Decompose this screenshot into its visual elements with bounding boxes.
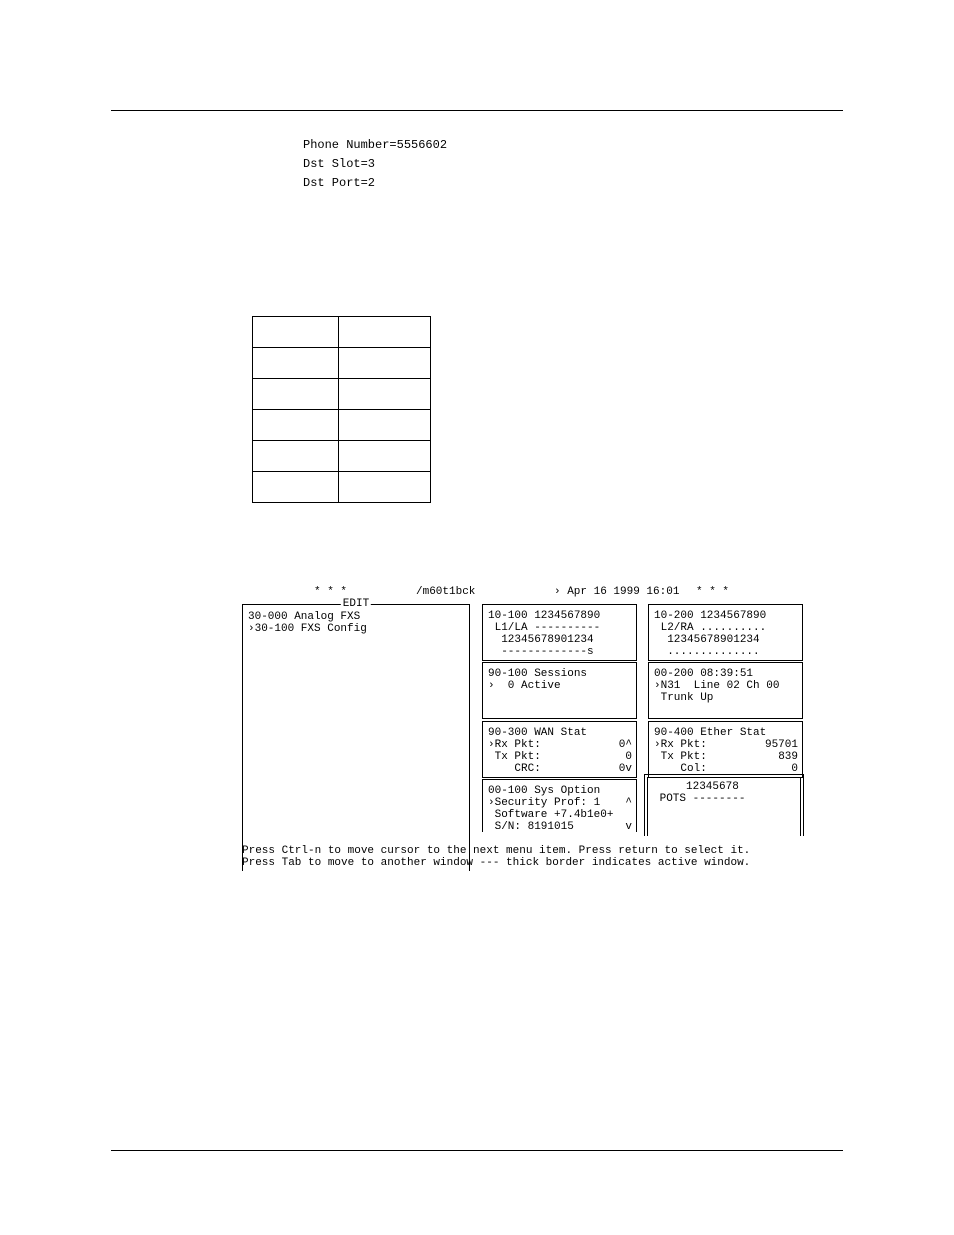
table-row — [253, 317, 431, 348]
table-cell — [253, 410, 339, 441]
sys-option-window[interactable] — [482, 779, 637, 832]
stat-value: 839 — [778, 751, 798, 763]
window-title: 00-100 Sys Option — [488, 785, 601, 797]
unit-path: /m60t1bck — [416, 586, 476, 598]
table-row — [253, 410, 431, 441]
window-line: 12345678901234 — [488, 634, 594, 646]
table-cell — [253, 472, 339, 503]
window-line: L2/RA .......... — [654, 622, 767, 634]
window-title: 90-300 WAN Stat — [488, 727, 588, 739]
window-line: POTS -------- — [653, 793, 746, 805]
table-cell — [253, 348, 339, 379]
stat-value: 0 — [625, 751, 632, 763]
help-line-2: Press Tab to move to another window --- thick border indicates active window. — [242, 857, 751, 869]
table-cell — [339, 410, 431, 441]
window-title: 90-400 Ether Stat — [654, 727, 767, 739]
table-cell — [339, 317, 431, 348]
table-cell — [253, 379, 339, 410]
window-line: ›N31 Line 02 Ch 00 — [654, 680, 780, 692]
blank-table — [252, 316, 431, 503]
table-cell — [339, 379, 431, 410]
window-line: 90-100 Sessions — [488, 668, 588, 680]
table-cell — [253, 317, 339, 348]
menu-item-fxs-config[interactable]: ›30-100 FXS Config — [248, 623, 367, 635]
code-line: Dst Port=2 — [303, 176, 376, 190]
ether-stat-window[interactable] — [648, 721, 803, 778]
option-label: S/N: 8191015 — [488, 821, 574, 833]
scroll-down-indicator: v — [625, 821, 632, 833]
stat-label: ›Rx Pkt: — [488, 739, 541, 751]
wan-stat-window[interactable] — [482, 721, 637, 778]
window-line: 10-200 1234567890 — [654, 610, 767, 622]
date-time: › Apr 16 1999 16:01 — [554, 586, 680, 598]
help-line-1: Press Ctrl-n to move cursor to the next menu item. Press return to select it. — [242, 845, 751, 857]
table-row — [253, 472, 431, 503]
window-line: › 0 Active — [488, 680, 561, 692]
stat-value: 0 — [791, 763, 798, 775]
terminal-screenshot — [238, 582, 806, 872]
footer-rule — [111, 1150, 843, 1151]
menu-item-analog-fxs[interactable]: 30-000 Analog FXS — [248, 611, 361, 623]
scroll-up-indicator: ^ — [625, 797, 632, 809]
stat-value: 0^ — [618, 739, 632, 751]
table-row — [253, 441, 431, 472]
window-line: 12345678 — [653, 781, 739, 793]
pots-window-active[interactable] — [644, 774, 804, 836]
trunk-status-window[interactable] — [648, 662, 803, 719]
table-cell — [339, 348, 431, 379]
line2-status-window[interactable] — [648, 604, 803, 661]
window-line: 12345678901234 — [654, 634, 760, 646]
option-label: ›Security Prof: 1 — [488, 797, 601, 809]
title-stars-right: * * * — [696, 586, 730, 598]
stat-value: 95701 — [764, 739, 798, 751]
stat-label: Tx Pkt: — [488, 751, 541, 763]
stat-label: ›Rx Pkt: — [654, 739, 707, 751]
window-line: 10-100 1234567890 — [488, 610, 601, 622]
table-row — [253, 348, 431, 379]
edit-window[interactable] — [242, 598, 470, 871]
sessions-window[interactable] — [482, 662, 637, 719]
table-cell — [339, 441, 431, 472]
stat-label: Col: — [654, 763, 707, 775]
stat-value: 0v — [618, 763, 632, 775]
stat-label: Tx Pkt: — [654, 751, 707, 763]
window-line: L1/LA ---------- — [488, 622, 601, 634]
table-row — [253, 379, 431, 410]
window-line: .............. — [654, 646, 760, 658]
code-line: Phone Number=5556602 — [303, 138, 448, 152]
table-cell — [339, 472, 431, 503]
edit-window-title: EDIT — [342, 598, 370, 610]
header-rule — [111, 110, 843, 111]
option-label: Software +7.4b1e0+ — [488, 809, 614, 821]
stat-label: CRC: — [488, 763, 541, 775]
table-cell — [253, 441, 339, 472]
window-line: -------------s — [488, 646, 594, 658]
window-line: 00-200 08:39:51 — [654, 668, 754, 680]
line1-status-window[interactable] — [482, 604, 637, 661]
window-line: Trunk Up — [654, 692, 714, 704]
title-stars-left: * * * — [314, 586, 348, 598]
code-line: Dst Slot=3 — [303, 157, 376, 171]
